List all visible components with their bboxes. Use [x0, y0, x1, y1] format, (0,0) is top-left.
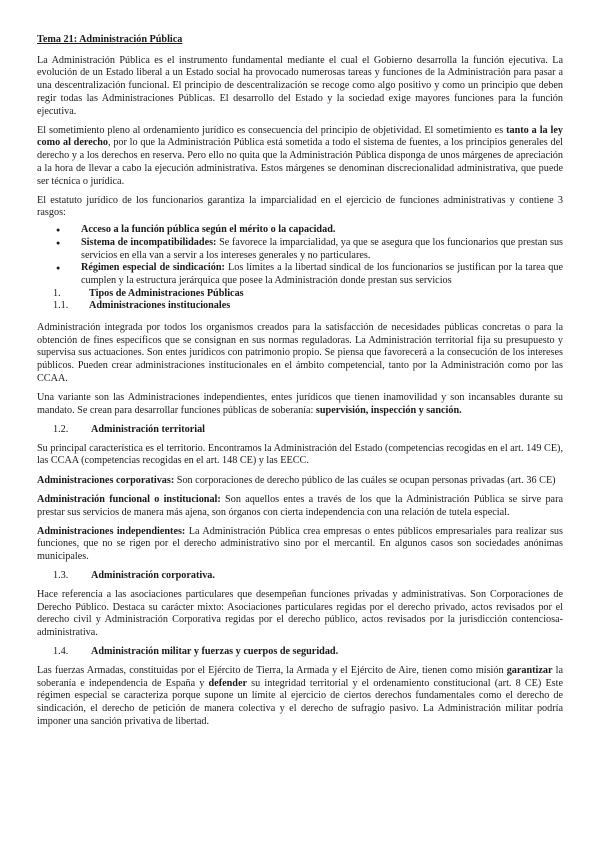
list-item: ● Régimen especial de sindicación: Los límites a la libertad sindical de los funcionarios se justifican por la tarea que cumplen y la estructura jerárquica que posee la Administración donde prestan sus servicios — [81, 262, 563, 287]
page-title: Tema 21: Administración Pública — [37, 34, 183, 45]
institutional-paragraph: Administración integrada por todos los organismos creados para la satisfacción de necesidades públicas concretas o para la obtención de fines específicos que se consignan en sus normas reguladoras. La Administración territorial fija su presupuesto y supervisa sus actuaciones. Son entes jurídicos con patrimonio propio. Se piensa que favorecerá a la consecución de los intereses públicos. Pueden crear administraciones institucionales en el ámbito competencial, tanto por la Administración como por las CCAA. — [37, 322, 563, 384]
territorial-paragraph: Su principal característica es el territorio. Encontramos la Administración del Estado (competencias recogidas en el art. 149 CE), las CCAA (competencias recogidas en el art. 148 CE) y las EECC. — [37, 442, 563, 467]
section-heading-1-4: 1.4. Administración militar y fuerzas y cuerpos de seguridad. — [53, 646, 339, 658]
section-heading-1-1: 1.1. Administraciones institucionales — [53, 300, 231, 312]
intro-paragraph: La Administración Pública es el instrumento fundamental mediante el cual el Gobierno desarrolla la función ejecutiva. La evolución de un Estado liberal a un Estado social ha provocado numerosas tareas y funciones de la Administración para pasar a una descentralización funcional. El principio de descentralización se recoge como algo positivo y como un principio que deben regir todas las Administraciones Públicas. El desarrollo del Estado y la sociedad exige mayores funciones para la función ejecutiva. — [37, 54, 563, 117]
section-heading-1: 1. Tipos de Administraciones Públicas — [53, 287, 244, 299]
independent-admin-paragraph: Administraciones independientes: La Administración Pública crea empresas o entes públicos empresariales para realizar sus funciones, que no se rigen por el derecho administrativo sino por el mercantil. En algunos casos son sociedades anónimas municipales. — [37, 525, 563, 563]
list-item: ● Sistema de incompatibilidades: Se favorece la imparcialidad, ya que se asegura que los funcionarios que prestan sus servicios en ella van a servir a los intereses generales y no particulares. — [81, 237, 563, 262]
section-heading-1-3: 1.3. Administración corporativa. — [53, 570, 215, 582]
corporativa-paragraph: Hace referencia a las asociaciones particulares que desempeñan funciones privadas y administrativas. Son Corporaciones de Derecho Público. Destaca su carácter mixto: Asociaciones particulares regidas por el derecho privado, actos revisados por el derecho civil y Administración Corporativa regidas por el derecho público, actos revisados por la jurisdicción contenciosa-administrativa. — [37, 589, 563, 639]
statute-paragraph: El estatuto jurídico de los funcionarios garantiza la imparcialidad en el ejercicio de funciones administrativas y contiene 3 rasgos: — [37, 194, 563, 219]
section-heading-1-2: 1.2. Administración territorial — [53, 423, 206, 435]
objectivity-paragraph: El sometimiento pleno al ordenamiento jurídico es consecuencia del principio de objetividad. El sometimiento es tanto a la ley como al derecho, por lo que la Administración Pública está sometida a todo el sistema de fuentes, a los principios generales del derecho y a los derechos en reserva. Pero ello no quita que la Administración Pública disponga de unos márgenes de apreciación a la hora de llevar a cabo la ejecución administrativa. Estos márgenes se denominan discrecionalidad administrativa, que puede ser técnica o jurídica. — [37, 124, 563, 187]
independent-paragraph: Una variante son las Administraciones independientes, entes jurídicos que tienen inamovilidad y son incansables durante su mandato. Se crean para desarrollar funciones públicas de soberanía: supervisión, inspección y sanción. — [37, 392, 563, 416]
traits-list — [37, 224, 563, 288]
list-item: ● Acceso a la función pública según el mérito o la capacidad. — [81, 224, 563, 237]
functional-admin-paragraph: Administración funcional o institucional: Son aquellos entes a través de los que la Administración Pública se sirve para prestar sus servicios de manera más ajena, son órganos con cierta independencia con una relación de tutela especial. — [37, 493, 563, 518]
military-paragraph: Las fuerzas Armadas, constituidas por el Ejército de Tierra, la Armada y el Ejército de Aire, tienen como misión garantizar la soberanía e independencia de España y defender su integridad territorial y el ordenamiento constitucional (art. 8 CE) Este régimen especial se caracteriza porque supone un límite al ejercicio de ciertos derechos fundamentales como el derecho de sindicación, el derecho de petición de manera colectiva y el derecho de sufragio pasivo. La Administración militar podría imponer una sanción privativa de libertad. — [37, 665, 563, 727]
corporate-admin-paragraph: Administraciones corporativas: Son corporaciones de derecho público de las cuáles se ocupan personas privadas (art. 36 CE) — [37, 474, 556, 486]
